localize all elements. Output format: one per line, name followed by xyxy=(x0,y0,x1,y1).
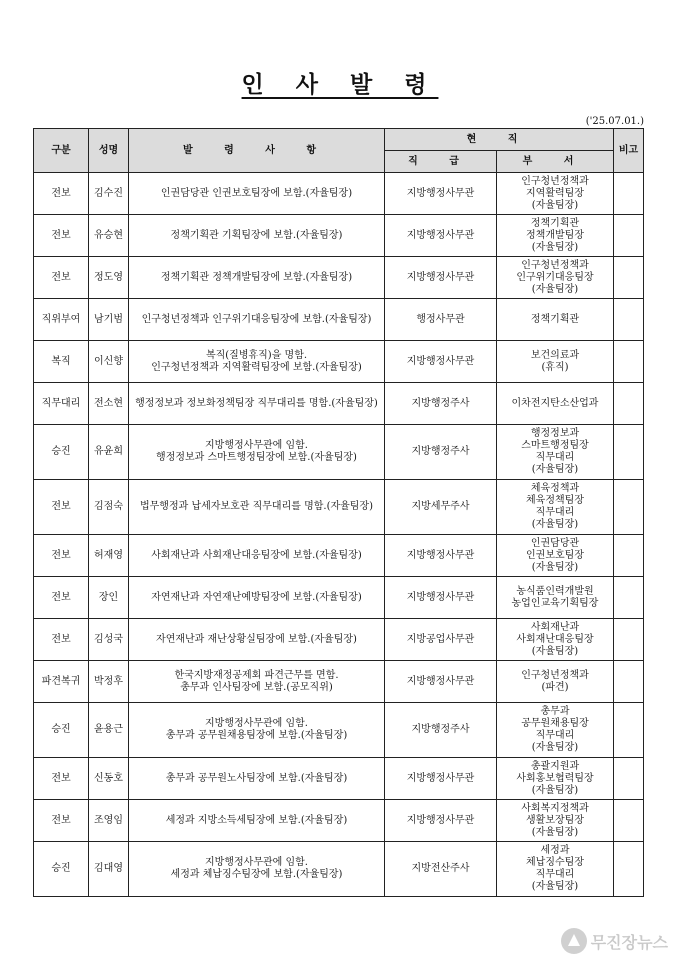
header-category: 구분 xyxy=(34,129,89,173)
order-cell: 지방행정사무관에 임함. 세정과 체납징수팀장에 보함.(자율팀장) xyxy=(129,842,385,897)
order-cell: 정책기획관 정책개발팀장에 보함.(자율팀장) xyxy=(129,257,385,299)
dept-cell: 인구청년정책과 (파견) xyxy=(497,661,614,703)
rank-cell: 지방행정사무관 xyxy=(385,341,497,383)
rank-cell: 지방행정사무관 xyxy=(385,173,497,215)
category-cell: 전보 xyxy=(34,535,89,577)
table-row xyxy=(34,383,644,425)
note-cell xyxy=(614,425,644,480)
category-cell: 전보 xyxy=(34,173,89,215)
name-cell: 허재영 xyxy=(89,535,129,577)
table-row xyxy=(34,480,644,535)
header-rank: 직 급 xyxy=(385,151,497,173)
order-cell: 정책기획관 기획팀장에 보함.(자율팀장) xyxy=(129,215,385,257)
dept-cell: 사회재난과 사회재난대응팀장 (자율팀장) xyxy=(497,619,614,661)
rank-cell: 지방행정사무관 xyxy=(385,577,497,619)
note-cell xyxy=(614,535,644,577)
name-cell: 김점숙 xyxy=(89,480,129,535)
table-row xyxy=(34,341,644,383)
note-cell xyxy=(614,257,644,299)
category-cell: 전보 xyxy=(34,800,89,842)
rank-cell: 지방행정주사 xyxy=(385,703,497,758)
category-cell: 승진 xyxy=(34,842,89,897)
order-cell: 행정정보과 정보화정책팀장 직무대리를 명함.(자율팀장) xyxy=(129,383,385,425)
order-cell: 지방행정사무관에 임함. 총무과 공무원채용팀장에 보함.(자율팀장) xyxy=(129,703,385,758)
table-row xyxy=(34,257,644,299)
dept-cell: 인구청년정책과 인구위기대응팀장 (자율팀장) xyxy=(497,257,614,299)
note-cell xyxy=(614,800,644,842)
category-cell: 직위부여 xyxy=(34,299,89,341)
category-cell: 전보 xyxy=(34,577,89,619)
table-row xyxy=(34,703,644,758)
header-name: 성명 xyxy=(89,129,129,173)
rank-cell: 지방행정주사 xyxy=(385,425,497,480)
rank-cell: 지방행정주사 xyxy=(385,383,497,425)
dept-cell: 농식품인력개발원 농업인교육기획팀장 xyxy=(497,577,614,619)
table-row xyxy=(34,535,644,577)
order-cell: 자연재난과 재난상황실팀장에 보함.(자율팀장) xyxy=(129,619,385,661)
note-cell xyxy=(614,341,644,383)
name-cell: 이신향 xyxy=(89,341,129,383)
dept-cell: 인권담당관 인권보호팀장 (자율팀장) xyxy=(497,535,614,577)
category-cell: 승진 xyxy=(34,425,89,480)
category-cell: 직무대리 xyxy=(34,383,89,425)
name-cell: 전소현 xyxy=(89,383,129,425)
rank-cell: 지방행정사무관 xyxy=(385,661,497,703)
name-cell: 남기범 xyxy=(89,299,129,341)
dept-cell: 정책기획관 정책개발팀장 (자율팀장) xyxy=(497,215,614,257)
note-cell xyxy=(614,842,644,897)
table-row xyxy=(34,299,644,341)
table-row xyxy=(34,758,644,800)
dept-cell: 보건의료과 (휴직) xyxy=(497,341,614,383)
order-cell: 지방행정사무관에 임함. 행정정보과 스마트행정팀장에 보함.(자율팀장) xyxy=(129,425,385,480)
category-cell: 전보 xyxy=(34,480,89,535)
note-cell xyxy=(614,173,644,215)
note-cell xyxy=(614,703,644,758)
rank-cell: 지방전산주사 xyxy=(385,842,497,897)
header-dept: 부 서 xyxy=(497,151,614,173)
note-cell xyxy=(614,299,644,341)
order-cell: 자연재난과 자연재난예방팀장에 보함.(자율팀장) xyxy=(129,577,385,619)
name-cell: 김대영 xyxy=(89,842,129,897)
note-cell xyxy=(614,758,644,800)
table-row xyxy=(34,661,644,703)
rank-cell: 지방행정사무관 xyxy=(385,758,497,800)
category-cell: 전보 xyxy=(34,619,89,661)
personnel-order-table xyxy=(33,128,644,897)
name-cell: 박정후 xyxy=(89,661,129,703)
watermark-text: 무진장뉴스 xyxy=(590,932,668,952)
dept-cell: 세정과 체납징수팀장 직무대리 (자율팀장) xyxy=(497,842,614,897)
rank-cell: 지방행정사무관 xyxy=(385,535,497,577)
order-cell: 법무행정과 납세자보호관 직무대리를 명함.(자율팀장) xyxy=(129,480,385,535)
order-cell: 복직(질병휴직)을 명함. 인구청년정책과 지역활력팀장에 보함.(자율팀장) xyxy=(129,341,385,383)
table-row xyxy=(34,800,644,842)
note-cell xyxy=(614,577,644,619)
news-watermark xyxy=(561,928,668,954)
issue-date: ('25.07.01.) xyxy=(585,116,644,127)
mountain-logo-icon xyxy=(561,928,587,954)
table-row xyxy=(34,619,644,661)
dept-cell: 총괄지원과 사회홍보협력팀장 (자율팀장) xyxy=(497,758,614,800)
rank-cell: 지방행정사무관 xyxy=(385,800,497,842)
category-cell: 전보 xyxy=(34,758,89,800)
category-cell: 복직 xyxy=(34,341,89,383)
rank-cell: 지방세무주사 xyxy=(385,480,497,535)
name-cell: 유승현 xyxy=(89,215,129,257)
rank-cell: 지방공업사무관 xyxy=(385,619,497,661)
name-cell: 윤용근 xyxy=(89,703,129,758)
order-cell: 세정과 지방소득세팀장에 보함.(자율팀장) xyxy=(129,800,385,842)
header-note: 비고 xyxy=(614,129,644,173)
note-cell xyxy=(614,619,644,661)
note-cell xyxy=(614,480,644,535)
dept-cell: 체육정책과 체육정책팀장 직무대리 (자율팀장) xyxy=(497,480,614,535)
dept-cell: 총무과 공무원채용팀장 직무대리 (자율팀장) xyxy=(497,703,614,758)
dept-cell: 인구청년정책과 지역활력팀장 (자율팀장) xyxy=(497,173,614,215)
name-cell: 김성국 xyxy=(89,619,129,661)
name-cell: 김수진 xyxy=(89,173,129,215)
note-cell xyxy=(614,661,644,703)
dept-cell: 행정정보과 스마트행정팀장 직무대리 (자율팀장) xyxy=(497,425,614,480)
name-cell: 정도영 xyxy=(89,257,129,299)
note-cell xyxy=(614,383,644,425)
category-cell: 파견복귀 xyxy=(34,661,89,703)
name-cell: 유윤희 xyxy=(89,425,129,480)
order-cell: 한국지방재정공제회 파견근무를 면함. 총무과 인사팀장에 보함.(공모직위) xyxy=(129,661,385,703)
name-cell: 조영임 xyxy=(89,800,129,842)
category-cell: 승진 xyxy=(34,703,89,758)
table-row xyxy=(34,173,644,215)
table-row xyxy=(34,842,644,897)
rank-cell: 지방행정사무관 xyxy=(385,257,497,299)
dept-cell: 사회복지정책과 생활보장팀장 (자율팀장) xyxy=(497,800,614,842)
table-row xyxy=(34,577,644,619)
order-cell: 인구청년정책과 인구위기대응팀장에 보함.(자율팀장) xyxy=(129,299,385,341)
table-row xyxy=(34,215,644,257)
document-title: 인 사 발 령 xyxy=(241,71,439,98)
table-row xyxy=(34,425,644,480)
dept-cell: 정책기획관 xyxy=(497,299,614,341)
order-cell: 인권담당관 인권보호팀장에 보함.(자율팀장) xyxy=(129,173,385,215)
dept-cell: 이차전지탄소산업과 xyxy=(497,383,614,425)
rank-cell: 지방행정사무관 xyxy=(385,215,497,257)
name-cell: 신동호 xyxy=(89,758,129,800)
note-cell xyxy=(614,215,644,257)
name-cell: 장인 xyxy=(89,577,129,619)
header-order: 발 령 사 항 xyxy=(129,129,385,173)
category-cell: 전보 xyxy=(34,257,89,299)
order-cell: 사회재난과 사회재난대응팀장에 보함.(자율팀장) xyxy=(129,535,385,577)
rank-cell: 행정사무관 xyxy=(385,299,497,341)
header-current: 현 직 xyxy=(385,129,614,151)
category-cell: 전보 xyxy=(34,215,89,257)
order-cell: 총무과 공무원노사팀장에 보함.(자율팀장) xyxy=(129,758,385,800)
